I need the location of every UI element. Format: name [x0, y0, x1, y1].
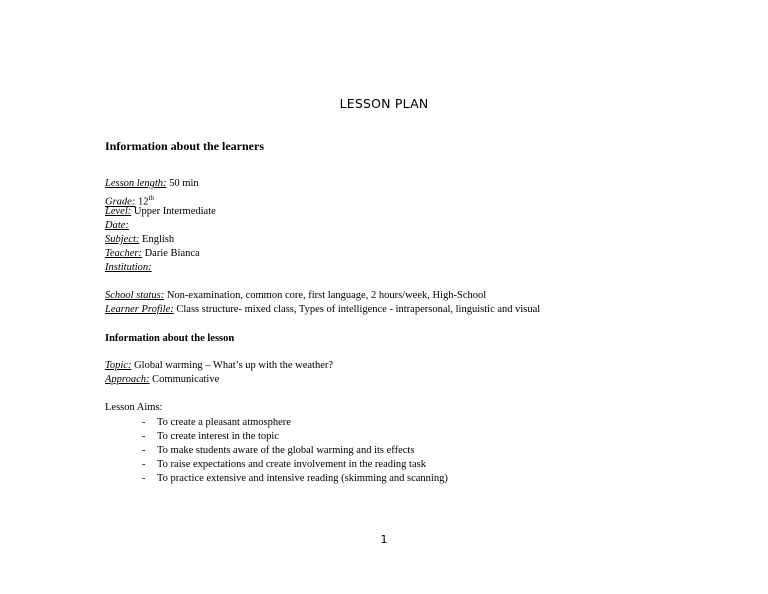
- approach-label: Approach:: [105, 374, 150, 385]
- bullet-dash: -: [142, 459, 146, 470]
- lesson-details: [105, 359, 333, 387]
- page-title: LESSON PLAN: [339, 96, 429, 111]
- bullet-dash: -: [142, 445, 146, 456]
- lesson-length-row: [105, 177, 216, 191]
- topic-row: [105, 359, 333, 373]
- page-number: 1: [380, 533, 388, 546]
- aim-text: To practice extensive and intensive reading (skimming and scanning): [157, 473, 448, 484]
- school-status-label: School status:: [105, 290, 165, 301]
- learner-status: [105, 289, 540, 317]
- bullet-dash: -: [142, 417, 146, 428]
- level-label: Level:: [105, 206, 132, 217]
- list-item: [142, 444, 448, 458]
- lesson-aims-list: [142, 416, 448, 486]
- subject-label: Subject:: [105, 234, 140, 245]
- approach-value: Communicative: [149, 374, 220, 385]
- lesson-aims-label: Lesson Aims:: [105, 402, 163, 413]
- school-status-row: [105, 289, 540, 303]
- learner-profile-value: Class structure- mixed class, Types of intelligence - intrapersonal, linguistic and visual: [173, 304, 541, 315]
- bullet-dash: -: [142, 473, 146, 484]
- subject-row: [105, 233, 216, 247]
- aim-text: To make students aware of the global warming and its effects: [157, 445, 415, 456]
- lesson-length-label: Lesson length:: [105, 178, 167, 189]
- teacher-value: Darie Bianca: [141, 248, 200, 259]
- list-item: [142, 416, 448, 430]
- grade-row: [105, 191, 216, 208]
- approach-row: [105, 373, 333, 387]
- list-item: [142, 472, 448, 486]
- subject-value: English: [139, 234, 175, 245]
- topic-label: Topic:: [105, 360, 132, 371]
- learners-section-heading: Information about the learners: [105, 139, 264, 153]
- teacher-row: [105, 247, 216, 261]
- learner-profile-row: [105, 303, 540, 317]
- teacher-label: Teacher:: [105, 248, 142, 259]
- institution-label: Institution:: [105, 262, 152, 273]
- level-value: Upper Intermediate: [131, 206, 216, 217]
- school-status-value: Non-examination, common core, first language, 2 hours/week, High-School: [164, 290, 487, 301]
- aim-text: To create interest in the topic: [157, 431, 280, 442]
- aim-text: To raise expectations and create involvement in the reading task: [157, 459, 426, 470]
- date-label: Date:: [105, 220, 129, 231]
- institution-row: [105, 261, 216, 275]
- learner-details: [105, 177, 216, 275]
- grade-ordinal-suffix: th: [148, 194, 154, 202]
- level-row: [105, 205, 216, 219]
- grade-value: 12: [135, 196, 149, 208]
- date-row: [105, 219, 216, 233]
- grade-label: Grade:: [105, 196, 136, 208]
- lesson-section-heading: Information about the lesson: [105, 333, 235, 344]
- lesson-length-value: 50 min: [166, 178, 199, 189]
- bullet-dash: -: [142, 431, 146, 442]
- learner-profile-label: Learner Profile:: [105, 304, 174, 315]
- topic-value: Global warming – What’s up with the weather?: [131, 360, 334, 371]
- list-item: [142, 458, 448, 472]
- aim-text: To create a pleasant atmosphere: [157, 417, 291, 428]
- list-item: [142, 430, 448, 444]
